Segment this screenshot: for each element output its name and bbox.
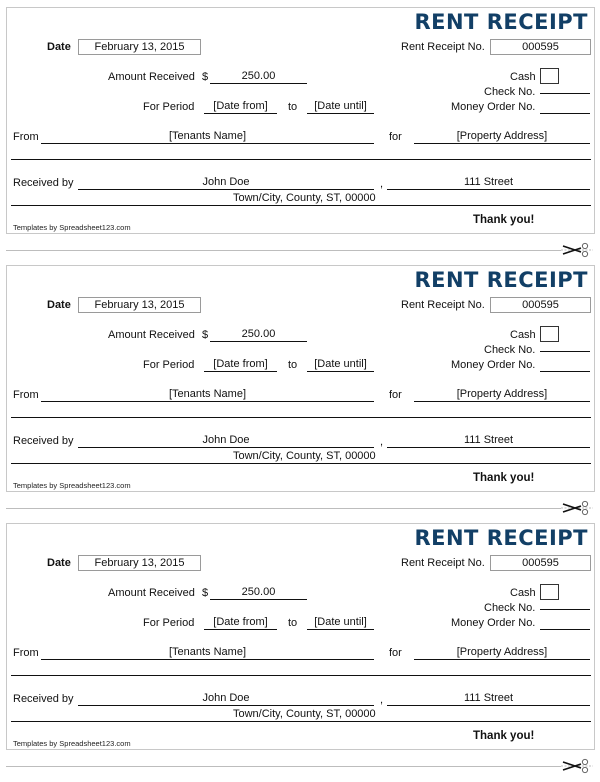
- currency-symbol: $: [202, 71, 209, 83]
- from-label: From: [13, 647, 39, 659]
- check-number-label: Check No.: [484, 344, 536, 356]
- cash-checkbox[interactable]: [540, 326, 559, 342]
- divider-line: [11, 159, 591, 160]
- property-address-field[interactable]: [Property Address]: [414, 129, 590, 144]
- receiver-city-text: Town/City, County, ST, 00000: [233, 450, 376, 462]
- tenant-name-field[interactable]: [Tenants Name]: [41, 387, 374, 402]
- period-until-field[interactable]: [Date until]: [307, 99, 374, 114]
- from-label: From: [13, 131, 39, 143]
- check-number-field[interactable]: [540, 93, 590, 94]
- cash-checkbox[interactable]: [540, 68, 559, 84]
- check-number-field[interactable]: [540, 609, 590, 610]
- period-label: For Period: [143, 101, 195, 113]
- cash-checkbox[interactable]: [540, 584, 559, 600]
- period-to-label: to: [288, 359, 298, 371]
- rent-receipt-3: [6, 523, 595, 750]
- receipt-title: RENT RECEIPT: [414, 10, 588, 34]
- check-number-field[interactable]: [540, 351, 590, 352]
- period-from-field[interactable]: [Date from]: [204, 357, 277, 372]
- money-order-label: Money Order No.: [451, 101, 536, 113]
- thank-you-text: Thank you!: [473, 472, 535, 484]
- comma-separator: ,: [380, 436, 384, 448]
- comma-separator: ,: [380, 694, 384, 706]
- period-to-label: to: [288, 617, 298, 629]
- received-by-label: Received by: [13, 177, 74, 189]
- date-label: Date: [47, 557, 71, 569]
- money-order-field[interactable]: [540, 113, 590, 114]
- for-label: for: [389, 647, 402, 659]
- receiver-street-field[interactable]: 111 Street: [387, 433, 590, 448]
- money-order-label: Money Order No.: [451, 617, 536, 629]
- cash-label: Cash: [510, 329, 536, 341]
- date-field[interactable]: February 13, 2015: [78, 297, 201, 313]
- period-from-field[interactable]: [Date from]: [204, 99, 277, 114]
- check-number-label: Check No.: [484, 86, 536, 98]
- amount-field[interactable]: 250.00: [210, 585, 307, 600]
- receipt-number-field[interactable]: 000595: [490, 297, 591, 313]
- receipt-title: RENT RECEIPT: [414, 526, 588, 550]
- date-field[interactable]: February 13, 2015: [78, 39, 201, 55]
- money-order-field[interactable]: [540, 629, 590, 630]
- amount-label: Amount Received: [108, 71, 195, 83]
- received-by-label: Received by: [13, 435, 74, 447]
- receiver-city-text: Town/City, County, ST, 00000: [233, 192, 376, 204]
- receiver-name-field[interactable]: John Doe: [78, 691, 374, 706]
- thank-you-text: Thank you!: [473, 730, 535, 742]
- period-to-label: to: [288, 101, 298, 113]
- scissors-icon: [561, 758, 593, 774]
- date-field[interactable]: February 13, 2015: [78, 555, 201, 571]
- divider-line: [11, 205, 591, 206]
- comma-separator: ,: [380, 178, 384, 190]
- from-label: From: [13, 389, 39, 401]
- rent-receipt-1: [6, 7, 595, 234]
- amount-label: Amount Received: [108, 587, 195, 599]
- divider-line: [11, 721, 591, 722]
- receiver-name-field[interactable]: John Doe: [78, 175, 374, 190]
- property-address-field[interactable]: [Property Address]: [414, 645, 590, 660]
- receiver-street-field[interactable]: 111 Street: [387, 175, 590, 190]
- receipt-number-label: Rent Receipt No.: [401, 299, 485, 311]
- cut-line: [6, 508, 561, 509]
- receipt-number-field[interactable]: 000595: [490, 555, 591, 571]
- receipt-number-field[interactable]: 000595: [490, 39, 591, 55]
- template-credit: Templates by Spreadsheet123.com: [13, 481, 131, 490]
- for-label: for: [389, 131, 402, 143]
- receiver-city-text: Town/City, County, ST, 00000: [233, 708, 376, 720]
- tenant-name-field[interactable]: [Tenants Name]: [41, 129, 374, 144]
- date-label: Date: [47, 41, 71, 53]
- cut-line: [6, 766, 561, 767]
- money-order-label: Money Order No.: [451, 359, 536, 371]
- template-credit: Templates by Spreadsheet123.com: [13, 223, 131, 232]
- amount-label: Amount Received: [108, 329, 195, 341]
- divider-line: [11, 675, 591, 676]
- receiver-street-field[interactable]: 111 Street: [387, 691, 590, 706]
- rent-receipt-2: [6, 265, 595, 492]
- amount-field[interactable]: 250.00: [210, 327, 307, 342]
- period-label: For Period: [143, 617, 195, 629]
- period-until-field[interactable]: [Date until]: [307, 357, 374, 372]
- currency-symbol: $: [202, 587, 209, 599]
- divider-line: [11, 417, 591, 418]
- receipt-number-label: Rent Receipt No.: [401, 557, 485, 569]
- tenant-name-field[interactable]: [Tenants Name]: [41, 645, 374, 660]
- cash-label: Cash: [510, 587, 536, 599]
- money-order-field[interactable]: [540, 371, 590, 372]
- template-credit: Templates by Spreadsheet123.com: [13, 739, 131, 748]
- receipt-title: RENT RECEIPT: [414, 268, 588, 292]
- date-label: Date: [47, 299, 71, 311]
- receipt-number-label: Rent Receipt No.: [401, 41, 485, 53]
- receiver-name-field[interactable]: John Doe: [78, 433, 374, 448]
- amount-field[interactable]: 250.00: [210, 69, 307, 84]
- scissors-icon: [561, 500, 593, 516]
- for-label: for: [389, 389, 402, 401]
- period-from-field[interactable]: [Date from]: [204, 615, 277, 630]
- currency-symbol: $: [202, 329, 209, 341]
- cut-line: [6, 250, 561, 251]
- property-address-field[interactable]: [Property Address]: [414, 387, 590, 402]
- divider-line: [11, 463, 591, 464]
- check-number-label: Check No.: [484, 602, 536, 614]
- thank-you-text: Thank you!: [473, 214, 535, 226]
- period-label: For Period: [143, 359, 195, 371]
- cash-label: Cash: [510, 71, 536, 83]
- period-until-field[interactable]: [Date until]: [307, 615, 374, 630]
- received-by-label: Received by: [13, 693, 74, 705]
- scissors-icon: [561, 242, 593, 258]
